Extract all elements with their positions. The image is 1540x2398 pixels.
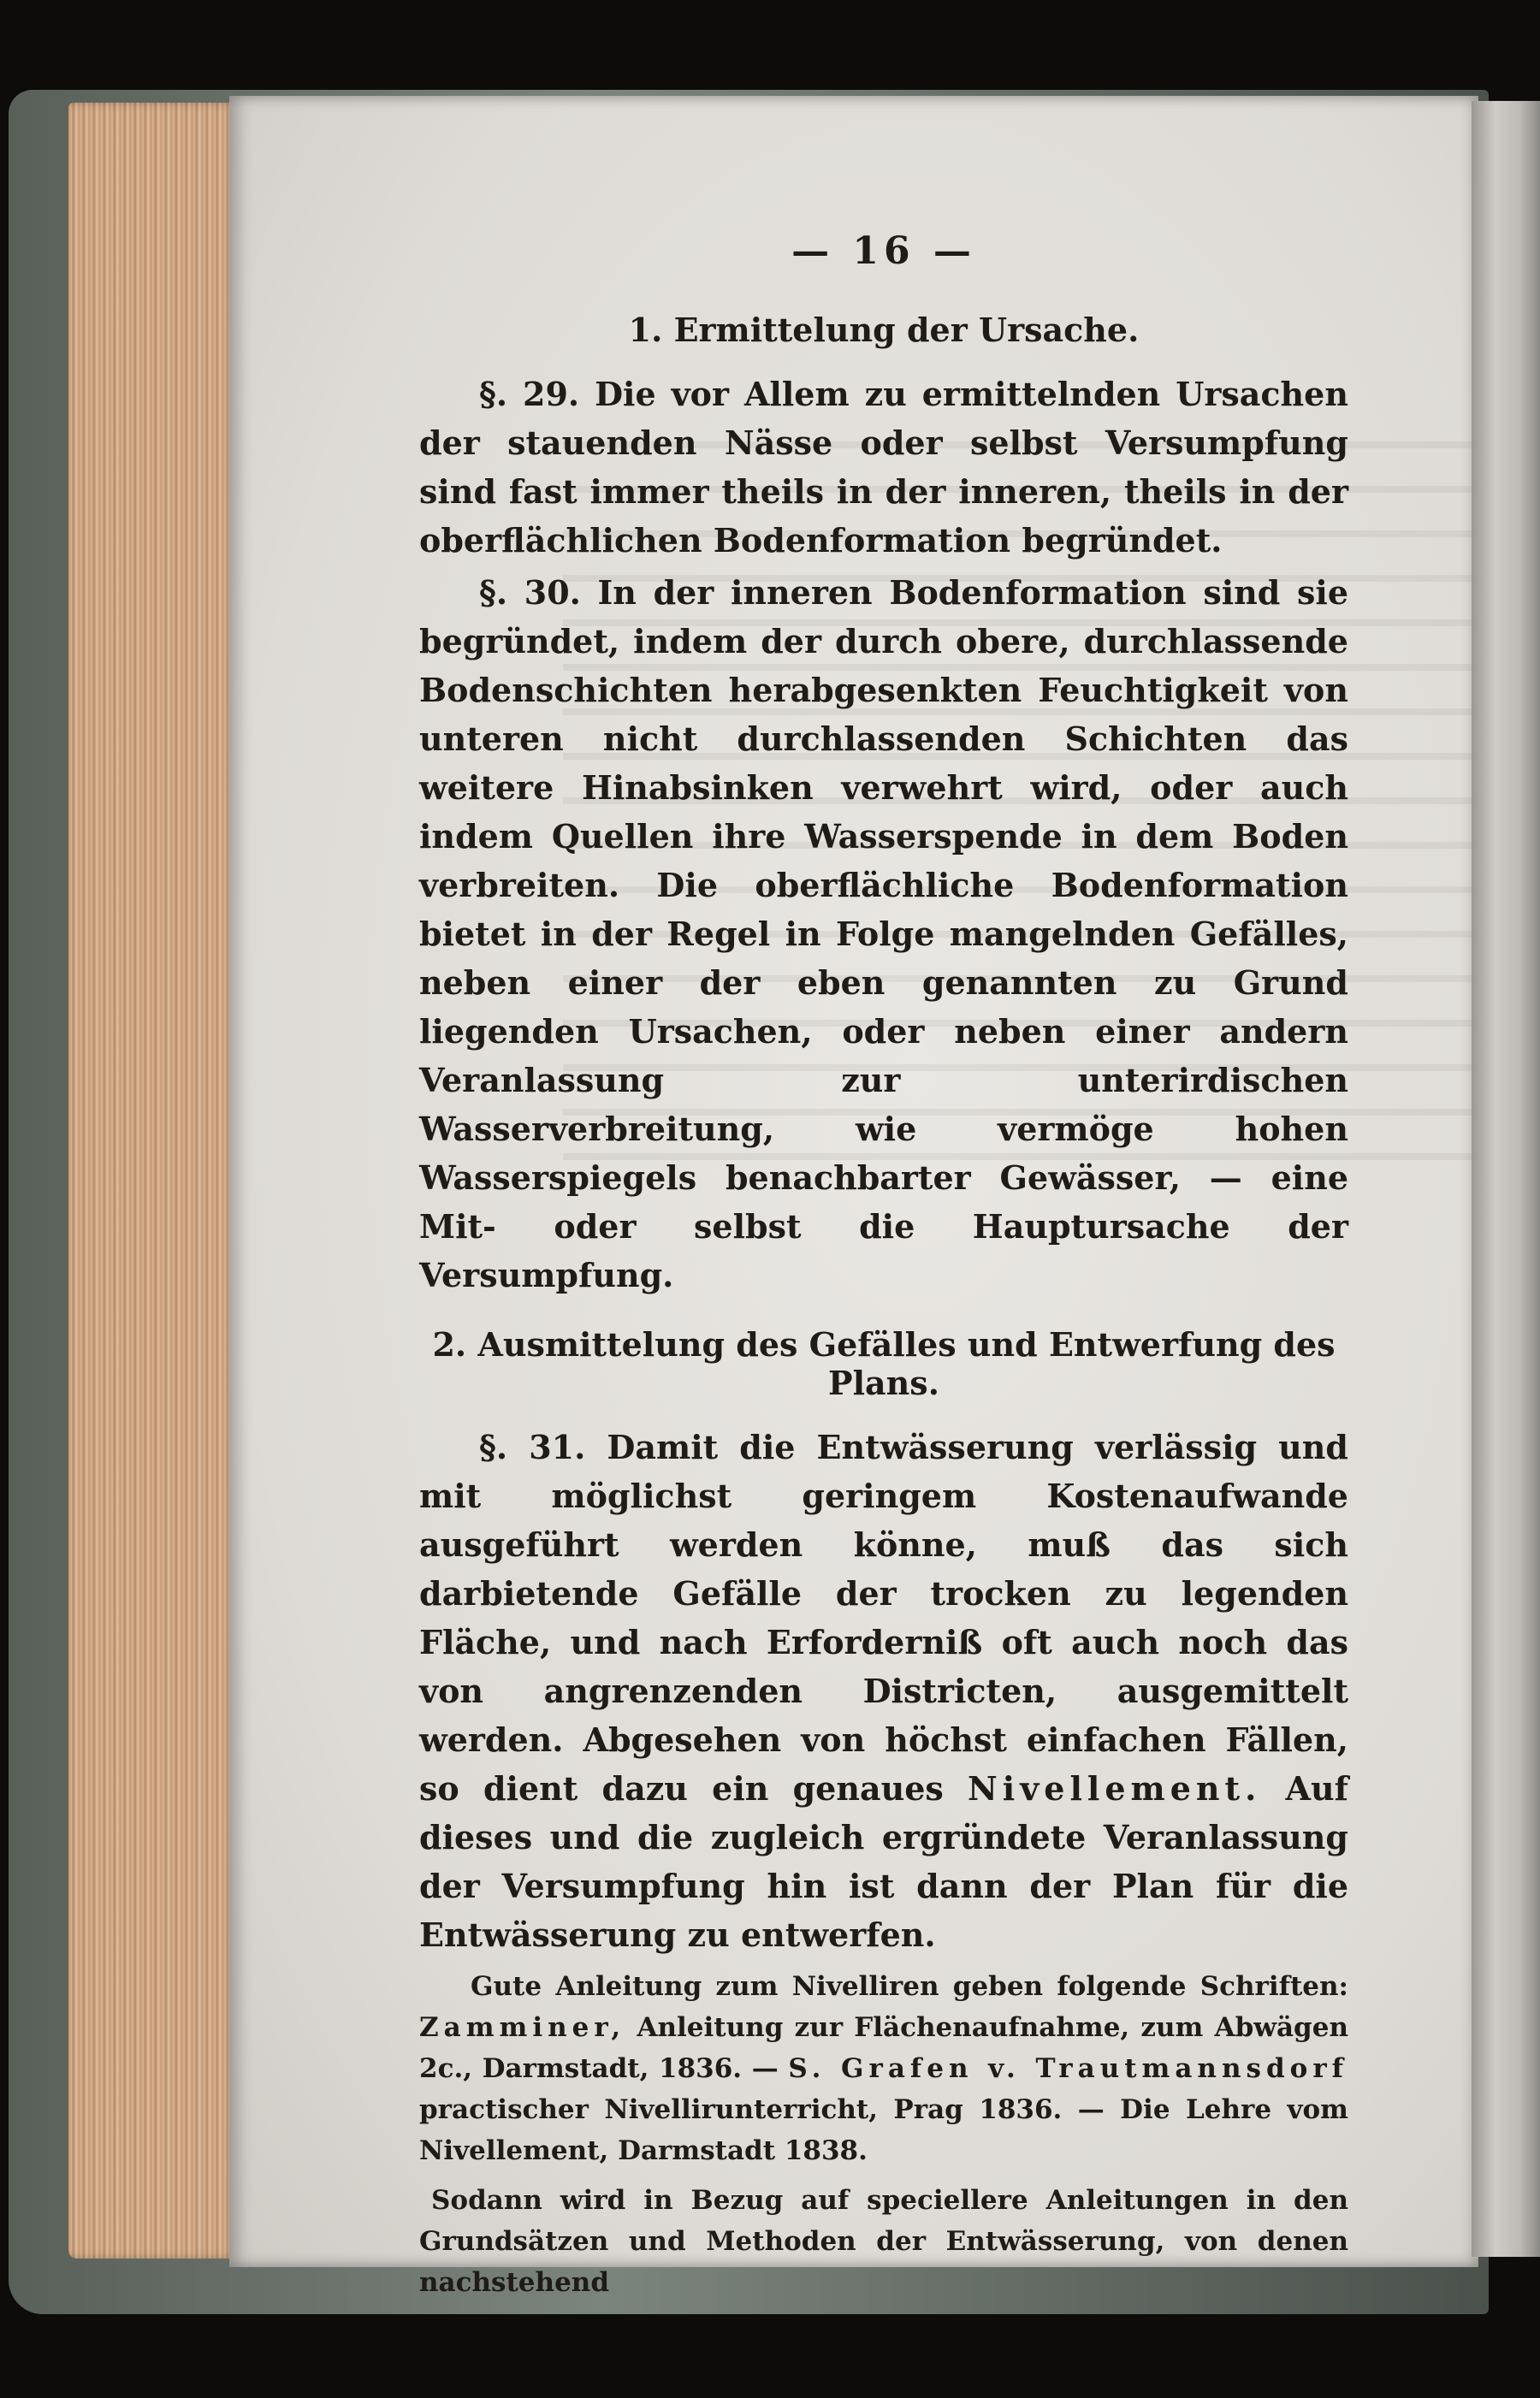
paragraph-31-a: §. 31. Damit die Entwässerung verlässig und mit möglichst geringem Kostenaufwande ausgeführt werden könne, muß das sich darbietende Gefälle der trocken zu legenden Fläche, und nach Erforderniß oft auch noch das von angrenzenden Districten, ausgemittelt werden. Abgesehen von höchst einfachen Fällen, so dient dazu ein genaues: [419, 1428, 1348, 1808]
note-author-2: S. Grafen v. Trautmannsdorf: [788, 2053, 1348, 2084]
section-heading-2: 2. Ausmittelung des Gefälles und Entwerfung des Plans.: [432, 1325, 1336, 1402]
note-author-1: Zamminer,: [419, 2012, 626, 2043]
paragraph-31: [419, 1423, 1348, 1959]
page-edges: [68, 103, 248, 2259]
continuation-text: Sodann wird in Bezug auf speciellere Anleitungen in den Grundsätzen und Methoden der Entwässerung, von denen nachstehend: [419, 2185, 1348, 2298]
spaced-term: Nivellement.: [968, 1769, 1262, 1808]
facing-page-edge: [1472, 101, 1540, 2257]
page-text: [419, 229, 1348, 2303]
section-heading-1: 1. Ermittelung der Ursache.: [628, 311, 1140, 349]
note-work-2: practischer Nivellirunterricht, Prag 1836. — Die Lehre vom Nivellement, Darmstadt 1838.: [419, 2094, 1348, 2166]
footnote: [419, 1966, 1348, 2171]
paragraph-29: §. 29. Die vor Allem zu ermittelnden Ursachen der stauenden Nässe oder selbst Versumpfung sind fast immer theils in der inneren, theils in der oberflächlichen Bodenformation begründet.: [419, 375, 1348, 560]
paragraph-31-b: Auf dieses und die zugleich ergründete Veranlassung der Versumpfung hin ist dann der Plan für die Entwässerung zu entwerfen.: [419, 1769, 1348, 1954]
note-intro: Gute Anleitung zum Nivelliren geben folgende Schriften:: [471, 1971, 1348, 2002]
page-number: — 16 —: [791, 229, 976, 273]
note-work-1: Anleitung zur Flächenaufnahme, zum Abwägen 2c., Darmstadt, 1836. —: [419, 2012, 1348, 2084]
paragraph-30: §. 30. In der inneren Bodenformation sind sie begründet, indem der durch obere, durchlassende Bodenschichten herabgesenkten Feuchtigkeit von unteren nicht durchlassenden Schichten das weitere Hinabsinken verwehrt wird, oder auch indem Quellen ihre Wasserspende in dem Boden verbreiten. Die oberflächliche Bodenformation bietet in der Regel in Folge mangelnden Gefälles, neben einer der eben genannten zu Grund liegenden Ursachen, oder neben einer andern Veranlassung zur unterirdischen Wasserverbreitung, wie vermöge hohen Wasserspiegels benachbarter Gewässer, — eine Mit- oder selbst die Hauptursache der Versumpfung.: [419, 573, 1348, 1294]
